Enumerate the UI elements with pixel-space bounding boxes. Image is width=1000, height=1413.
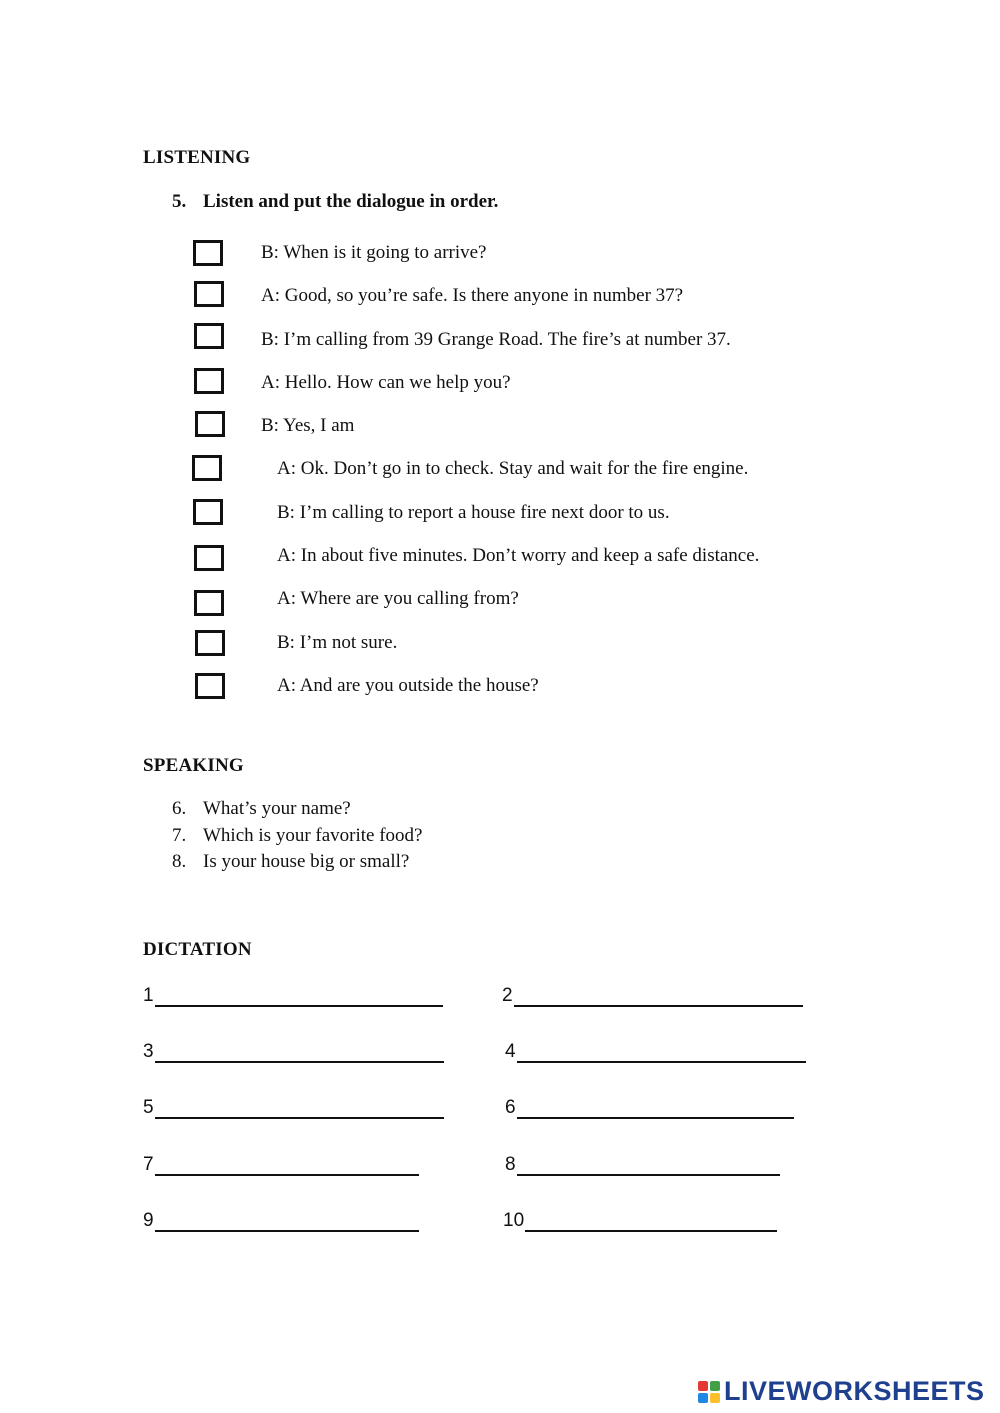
dialogue-line: B: When is it going to arrive? [261,242,487,263]
dialogue-line: B: Yes, I am [261,415,355,436]
dictation-field[interactable] [143,1041,444,1063]
instruction-number: 5. [172,191,187,212]
logo-square [710,1381,720,1391]
dictation-number: 5 [143,1097,154,1118]
liveworksheets-logo[interactable] [698,1376,985,1407]
question-text: What’s your name? [203,798,351,819]
order-checkbox[interactable] [193,240,223,266]
dialogue-line: A: Ok. Don’t go in to check. Stay and wait for the fire engine. [277,458,749,479]
dictation-blank[interactable] [517,1099,794,1119]
question-number: 6. [172,798,187,819]
dialogue-line: B: I’m calling from 39 Grange Road. The fire’s at number 37. [261,329,731,350]
dictation-blank[interactable] [514,987,803,1007]
logo-text: LIVEWORKSHEETS [724,1376,985,1406]
order-checkbox[interactable] [192,455,222,481]
dictation-field[interactable] [503,1210,777,1232]
question-text: Is your house big or small? [203,851,410,872]
dictation-number: 10 [503,1210,525,1231]
dictation-field[interactable] [143,1097,444,1119]
order-checkbox[interactable] [194,590,224,616]
order-checkbox[interactable] [194,368,224,394]
order-checkbox[interactable] [193,499,223,525]
dictation-blank[interactable] [517,1156,780,1176]
logo-square [698,1393,708,1403]
dialogue-line: A: In about five minutes. Don’t worry and keep a safe distance. [277,545,760,566]
order-checkbox[interactable] [194,545,224,571]
order-checkbox[interactable] [195,673,225,699]
dictation-number: 1 [143,985,154,1006]
logo-square [710,1393,720,1403]
speaking-question [172,851,409,873]
dictation-field[interactable] [502,985,803,1007]
speaking-question [172,825,422,847]
speaking-question [172,798,351,820]
order-checkbox[interactable] [195,630,225,656]
dictation-number: 4 [505,1041,516,1062]
listening-heading: LISTENING [143,147,251,168]
dictation-blank[interactable] [155,1043,444,1063]
question-text: Which is your favorite food? [203,825,423,846]
dictation-field[interactable] [505,1154,780,1176]
order-checkbox[interactable] [194,281,224,307]
dictation-number: 7 [143,1154,154,1175]
order-checkbox[interactable] [195,411,225,437]
dialogue-line: A: Good, so you’re safe. Is there anyone in number 37? [261,285,684,306]
dictation-blank[interactable] [155,1156,419,1176]
dictation-number: 3 [143,1041,154,1062]
dictation-number: 9 [143,1210,154,1231]
dialogue-line: A: And are you outside the house? [277,675,539,696]
dialogue-line: A: Where are you calling from? [277,588,519,609]
dictation-blank[interactable] [517,1043,806,1063]
dictation-field[interactable] [143,985,443,1007]
dictation-field[interactable] [505,1041,806,1063]
logo-square [698,1381,708,1391]
question-number: 8. [172,851,187,872]
dictation-number: 8 [505,1154,516,1175]
question-number: 7. [172,825,187,846]
dictation-heading: DICTATION [143,939,252,960]
dialogue-line: B: I’m not sure. [277,632,398,653]
dictation-blank[interactable] [155,987,443,1007]
dialogue-line: B: I’m calling to report a house fire next door to us. [277,502,670,523]
speaking-heading: SPEAKING [143,755,244,776]
order-checkbox[interactable] [194,323,224,349]
dictation-blank[interactable] [525,1212,777,1232]
dictation-blank[interactable] [155,1212,419,1232]
logo-mark-icon [698,1381,720,1403]
dictation-field[interactable] [505,1097,794,1119]
listening-instruction [172,191,498,213]
dialogue-line: A: Hello. How can we help you? [261,372,511,393]
dictation-blank[interactable] [155,1099,444,1119]
dictation-field[interactable] [143,1210,419,1232]
instruction-text: Listen and put the dialogue in order. [203,191,499,212]
dictation-number: 6 [505,1097,516,1118]
dictation-number: 2 [502,985,513,1006]
dictation-field[interactable] [143,1154,419,1176]
